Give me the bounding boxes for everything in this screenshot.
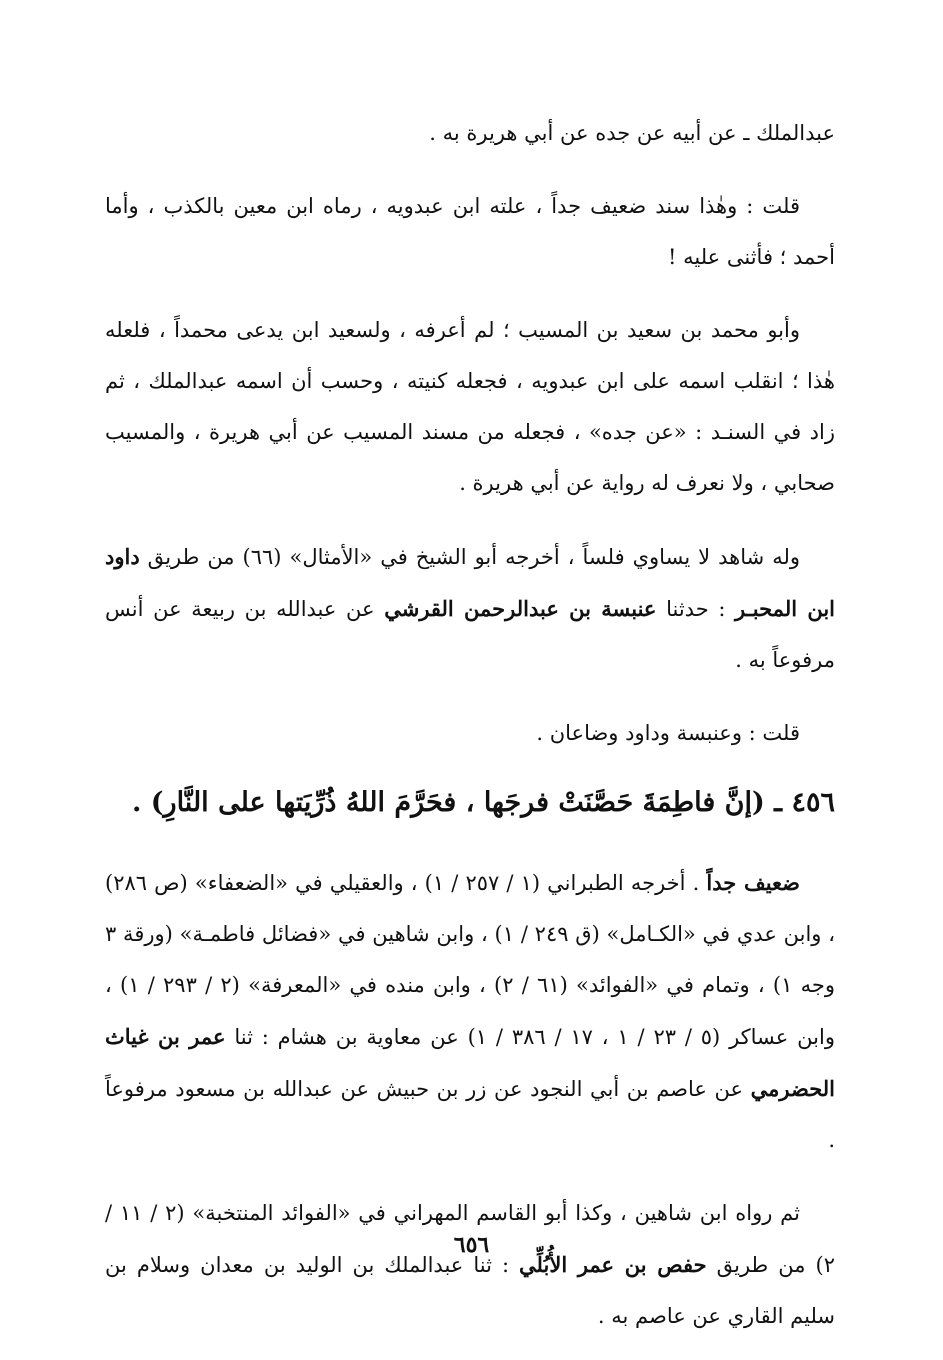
page-number: ٦٥٦ xyxy=(453,1232,490,1258)
paragraph-other-route xyxy=(105,1188,835,1342)
paragraph-verdict: قلت : وعنبسة وداود وضاعان . xyxy=(536,721,800,745)
hadith-heading xyxy=(105,773,835,833)
route-text-2: : ثنا عبدالملك بن الوليد بن معدان وسلام بن سليم القاري عن عاصم به . xyxy=(105,1253,835,1328)
witness-text-3: عن عبدالله بن ربيعة عن أنس مرفوعاً به . xyxy=(105,597,835,672)
takhrij-text-1: . أخرجه الطبراني (١ / ٢٥٧ / ١) ، والعقيلي في «الضعفاء» (ص ٢٨٦) ، وابن عدي في «الكـامل» (ق ٢٤٩ / ١) ، وابن شاهين في «فضائل فاطمـة» (ورقة ٣ وجه ١) ، وتمام في «الفوائد» (٦١ / ٢) ، وابن منده في «المعرفة» (٢ / ٢٩٣ / ١) ، وابن عساكر (٥ / ٢٣ / ١ ، ١٧ / ٣٨٦ / ١) عن معاوية بن هشام : ثنا xyxy=(105,871,835,1049)
paragraph-narrator-analysis: وأبو محمد بن سعيد بن المسيب ؛ لم أعرفه ، ولسعيد ابن يدعى محمداً ، فلعله هٰذا ؛ انقلب اسمه على ابن عبدويه ، فجعله كنيته ، وحسب أن اسمه عبدالملك ، ثم زاد في السنـد : «عن جده» ، فجعله من مسند المسيب عن أبي هريرة ، والمسيب صحابي ، ولا نعرف له رواية عن أبي هريرة . xyxy=(105,318,835,495)
narrator-name-anbasa: عنبسة بن عبدالرحمن القرشي xyxy=(384,596,657,621)
hadith-number: ٤٥٦ xyxy=(791,787,835,818)
paragraph-continuation: عبدالملك ـ عن أبيه عن جده عن أبي هريرة به . xyxy=(429,121,835,145)
narrator-name-umar: عمر بن غياث الحضرمي xyxy=(105,1024,835,1101)
route-text-1: ثم رواه ابن شاهين ، وكذا أبو القاسم المهراني في «الفوائد المنتخبة» (٢ / ١١ / ٢) من طريق xyxy=(105,1201,835,1277)
narrator-name-dawud: داود ابن المحبـر xyxy=(105,544,835,621)
witness-text-1: وله شاهد لا يساوي فلساً ، أخرجه أبو الشيخ في «الأمثال» (٦٦) من طريق xyxy=(139,545,800,569)
narrator-name-hafs: حفص بن عمر الأُبُلِّي xyxy=(519,1252,707,1277)
page-body xyxy=(105,108,835,1350)
witness-text-2: : حدثنا xyxy=(656,597,736,621)
takhrij-text-2: عن عاصم بن أبي النجود عن زر بن حبيش عن عبدالله بن مسعود مرفوعاً . xyxy=(105,1077,835,1152)
grading-label: ضعيف جداً xyxy=(706,870,801,895)
paragraph-comment: قلت : وهٰذا سند ضعيف جداً ، علته ابن عبدويه ، رماه ابن معين بالكذب ، وأما أحمد ؛ فأثنى عليه ! xyxy=(105,194,835,269)
paragraph-witness xyxy=(105,531,835,686)
paragraph-takhrij xyxy=(105,857,835,1166)
hadith-text: ـ (إنَّ فاطِمَةَ حَصَّنَتْ فرجَها ، فحَرَّمَ اللهُ ذُرِّيَتها على النَّارِ) . xyxy=(131,787,792,818)
